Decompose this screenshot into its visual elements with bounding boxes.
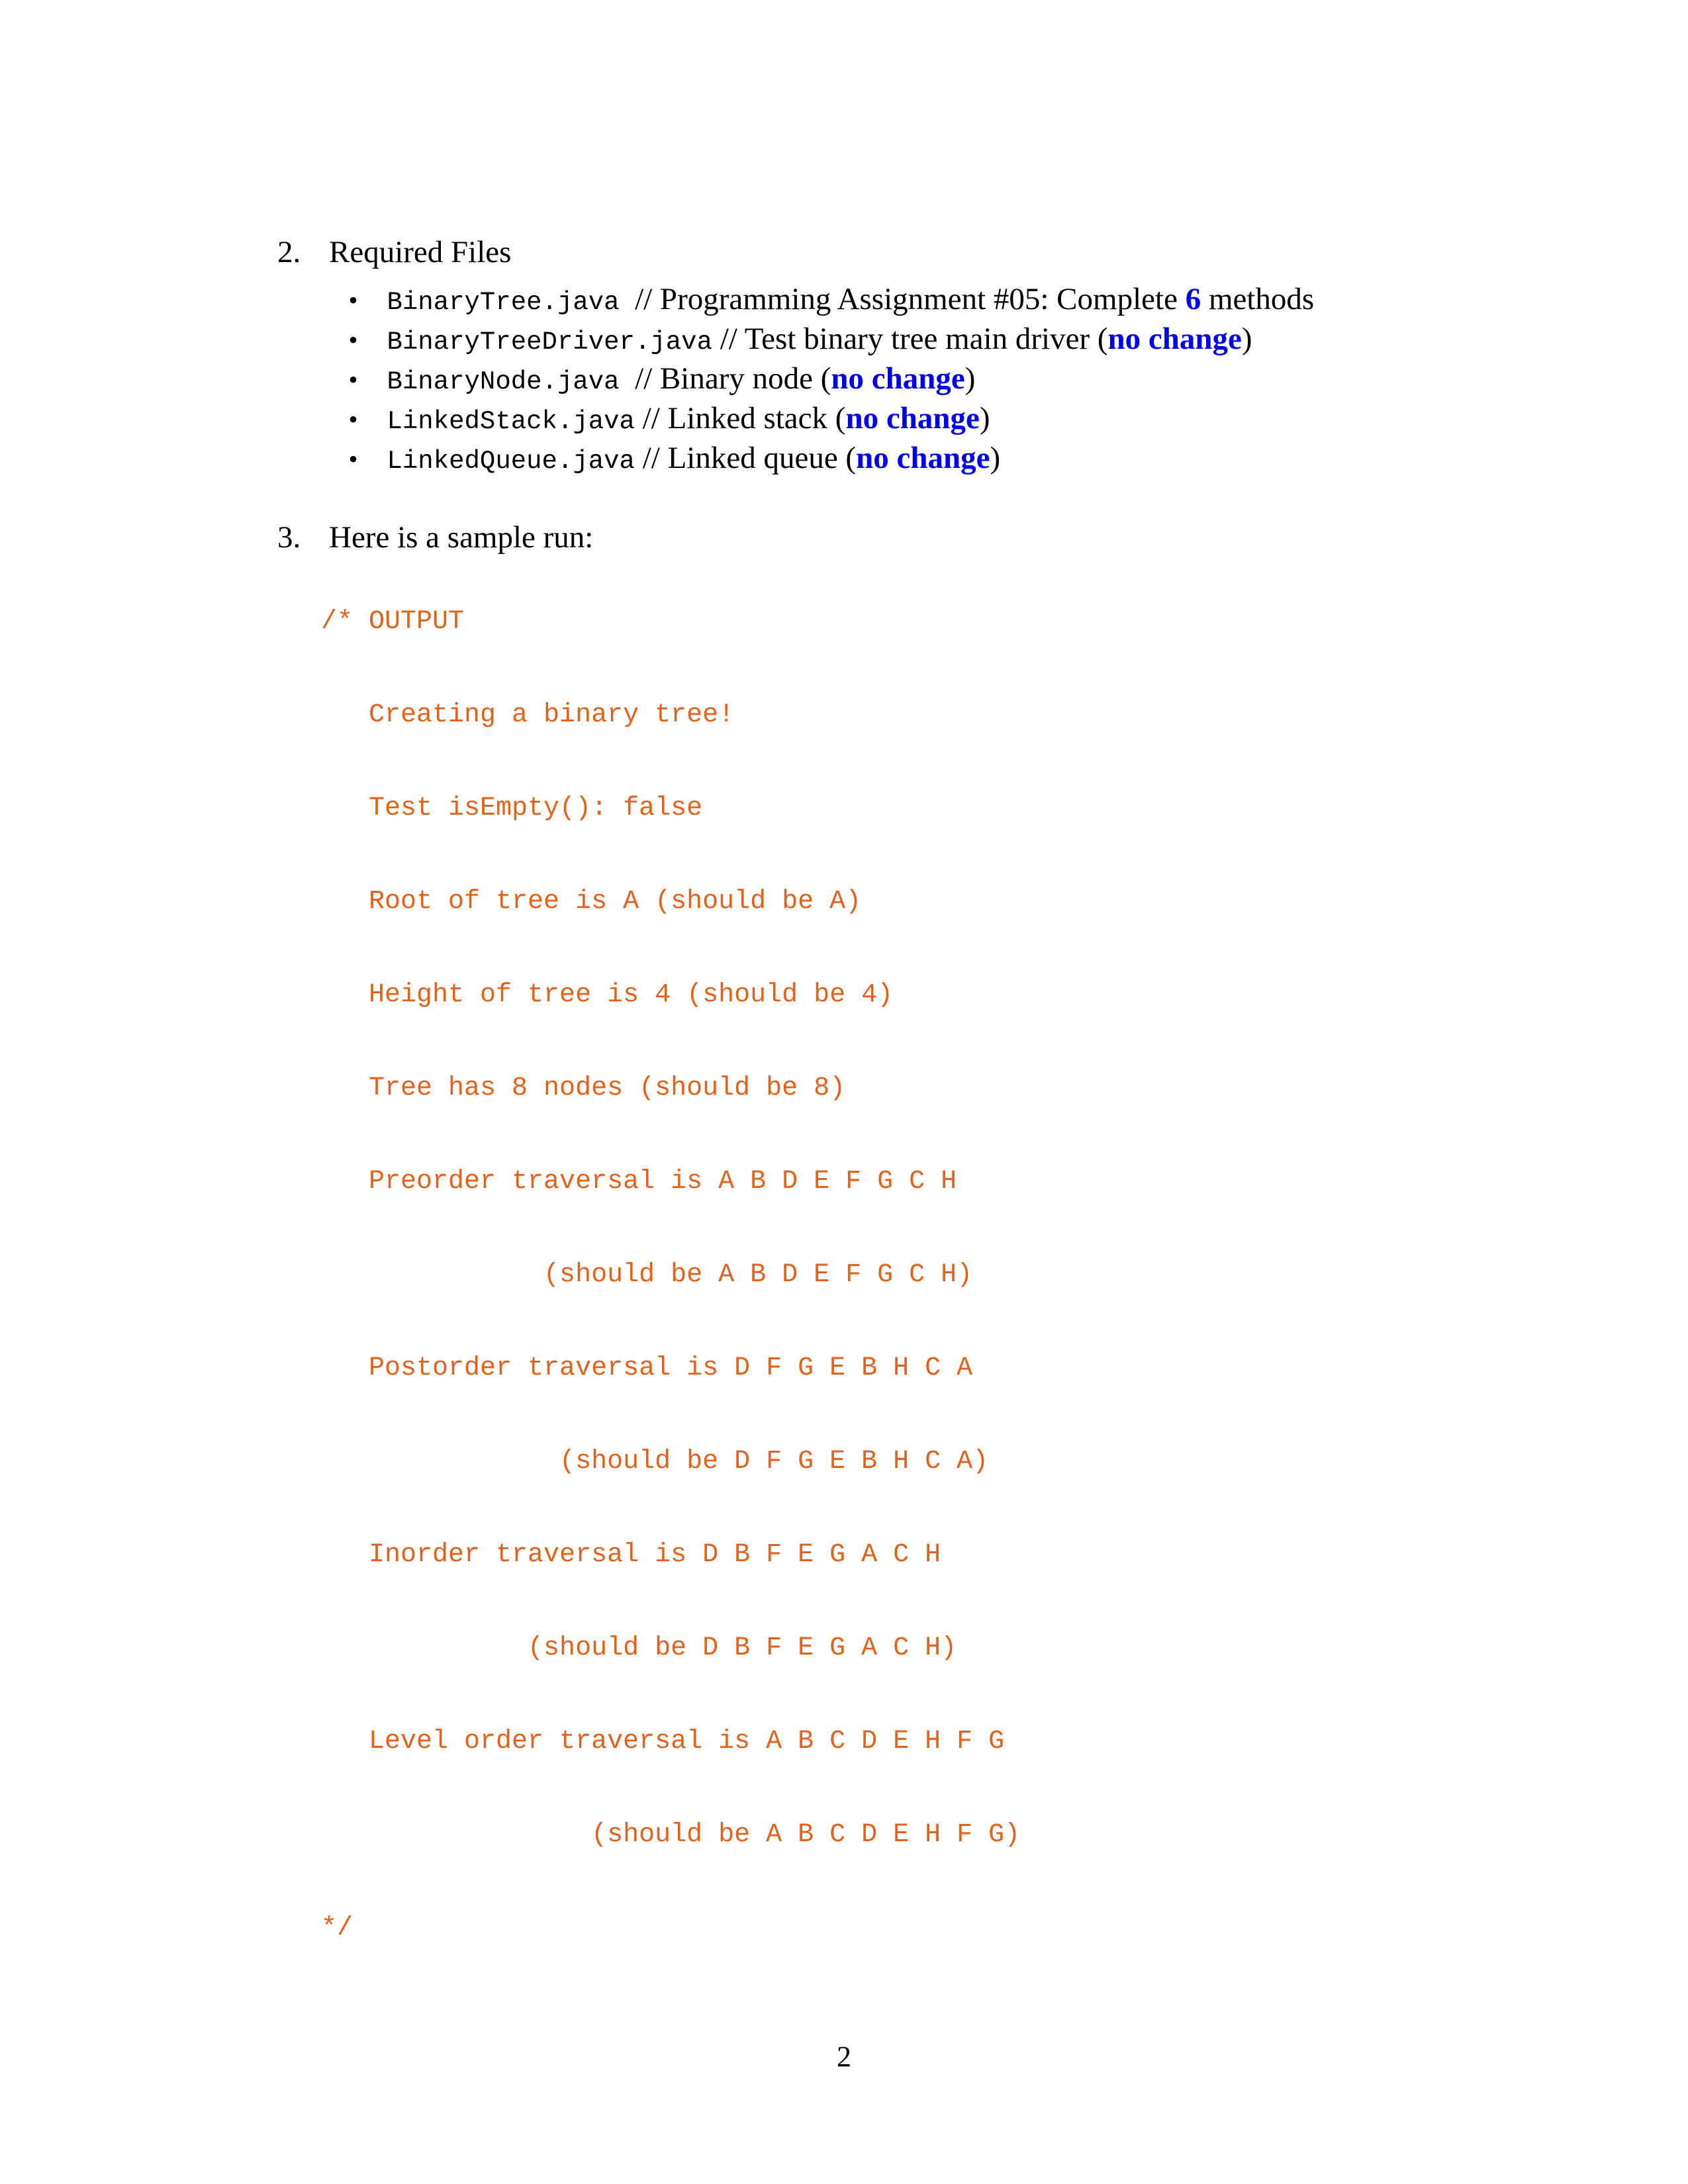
output-line: Creating a binary tree! <box>321 700 735 730</box>
output-line: Test isEmpty(): false <box>321 794 703 823</box>
output-line: (should be A B C D E H F G) <box>321 1820 1021 1850</box>
bullet-icon: • <box>348 365 358 394</box>
file-comment-end: ) <box>964 361 976 396</box>
output-line: (should be D B F E G A C H) <box>321 1633 957 1663</box>
section-3-number: 3. <box>277 520 301 555</box>
file-name: BinaryTreeDriver.java <box>387 328 712 357</box>
bullet-icon: • <box>348 325 358 355</box>
highlight-text: no change <box>845 401 980 435</box>
file-comment: // Test binary tree main driver ( <box>712 322 1108 356</box>
output-line: (should be A B D E F G C H) <box>321 1260 973 1290</box>
output-line: (should be D F G E B H C A) <box>321 1447 989 1477</box>
sample-output-block <box>321 544 1020 2006</box>
highlight-text: no change <box>1107 322 1242 356</box>
file-name: LinkedStack.java <box>387 407 635 436</box>
output-line: Inorder traversal is D B F E G A C H <box>321 1540 941 1570</box>
output-line: Height of tree is 4 (should be 4) <box>321 980 894 1010</box>
file-name: BinaryTree.java <box>387 288 620 317</box>
required-file-item <box>302 240 1315 317</box>
section-2-number: 2. <box>277 235 301 269</box>
bullet-icon: • <box>348 285 358 315</box>
file-comment-end: ) <box>990 441 1001 475</box>
highlight-text: no change <box>856 441 990 475</box>
output-line: Level order traversal is A B C D E H F G <box>321 1727 1005 1756</box>
file-name: LinkedQueue.java <box>387 447 635 476</box>
bullet-icon: • <box>348 404 358 434</box>
output-line: Root of tree is A (should be A) <box>321 887 862 917</box>
file-comment: // Linked stack ( <box>634 401 846 435</box>
file-comment-end: ) <box>979 401 990 435</box>
bullet-icon: • <box>348 444 358 474</box>
required-files-list <box>302 240 1315 476</box>
section-2-title: Required Files <box>329 235 512 269</box>
output-line: Tree has 8 nodes (should be 8) <box>321 1073 846 1103</box>
file-comment-end: ) <box>1241 322 1252 356</box>
highlight-text: 6 <box>1185 282 1201 316</box>
section-3-title: Here is a sample run: <box>329 520 594 555</box>
page-number: 2 <box>837 2040 851 2073</box>
output-line: Postorder traversal is D F G E B H C A <box>321 1353 973 1383</box>
file-comment-end: methods <box>1201 282 1315 316</box>
output-line: */ <box>321 1913 353 1943</box>
output-line: /* OUTPUT <box>321 607 465 637</box>
file-name: BinaryNode.java <box>387 367 620 396</box>
output-line: Preorder traversal is A B D E F G C H <box>321 1167 957 1197</box>
file-comment: // Binary node ( <box>619 361 831 396</box>
highlight-text: no change <box>831 361 965 396</box>
file-comment: // Linked queue ( <box>634 441 857 475</box>
file-comment: // Programming Assignment #05: Complete <box>619 282 1186 316</box>
